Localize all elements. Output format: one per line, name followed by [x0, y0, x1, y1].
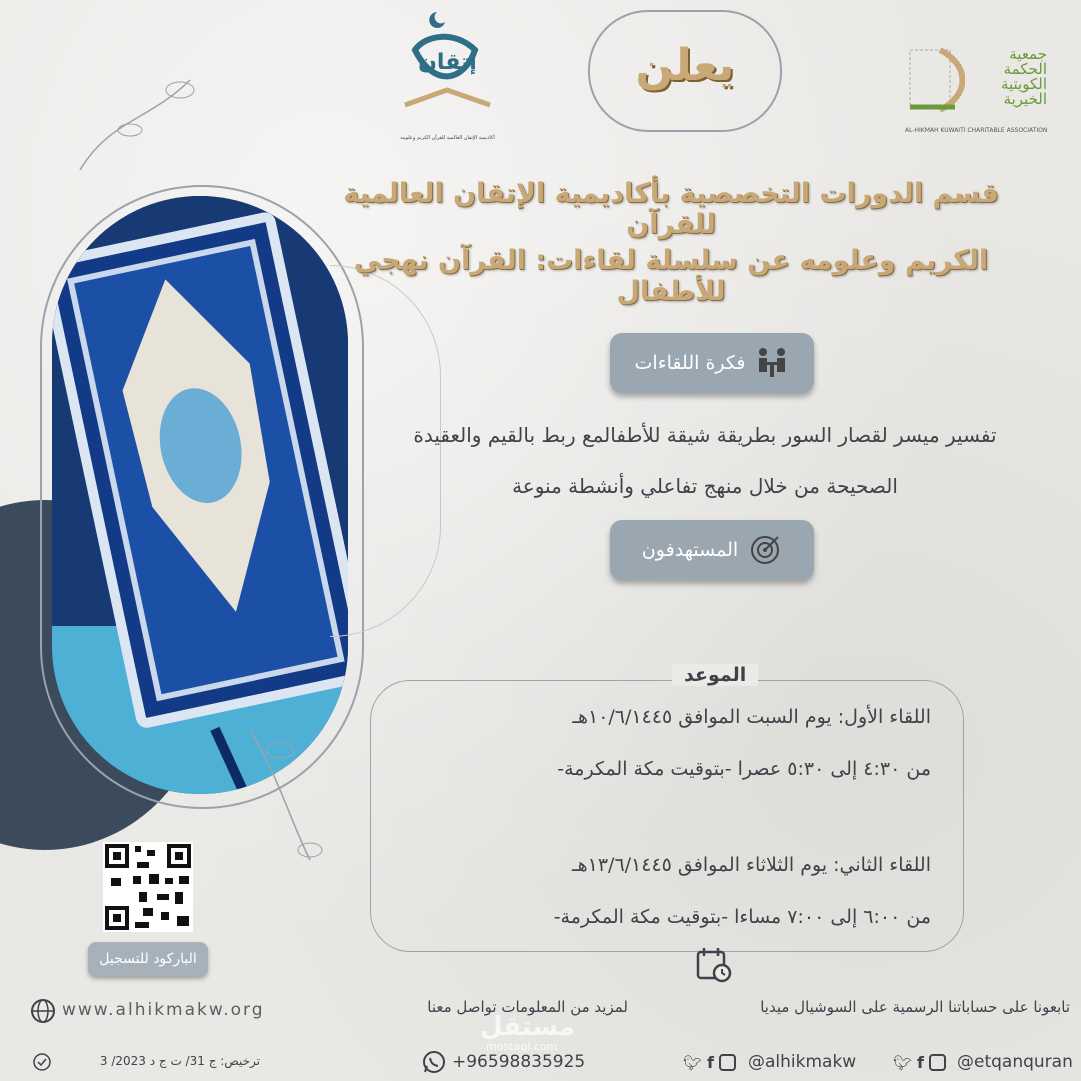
schedule-line: اللقاء الأول: يوم السبت الموافق ١٠/٦/١٤٤٥هـ	[572, 706, 931, 728]
floral-ornament-icon	[70, 60, 210, 180]
association-name-line: جمعية	[1009, 45, 1047, 63]
instagram-icon[interactable]	[719, 1054, 736, 1071]
watermark: مستقل	[480, 1012, 576, 1042]
academy-logo	[395, 10, 500, 150]
contact-note: لمزيد من المعلومات تواصل معنا	[427, 998, 628, 1016]
schedule-line: من ٦:٠٠ إلى ٧:٠٠ مساءا -بتوقيت مكة المكرمة-	[553, 906, 931, 928]
idea-badge	[610, 333, 814, 393]
academy-logo-title: إتقان	[418, 50, 477, 75]
target-badge	[610, 520, 814, 580]
globe-icon	[30, 998, 56, 1024]
announce-badge	[588, 10, 782, 132]
whatsapp-icon[interactable]	[422, 1050, 446, 1074]
website-link[interactable]: www.alhikmakw.org	[62, 1000, 265, 1020]
license-text: ترخيص: ج 31/ ت ج د 2023/ 3	[99, 1054, 260, 1068]
social-handle[interactable]: @etqanquran	[957, 1052, 1073, 1072]
title-line: الكريم وعلومه عن سلسلة لقاءات: القرآن نهجي للأطفال	[353, 245, 989, 307]
qr-register-label: الباركود للتسجيل	[88, 942, 208, 976]
twitter-icon[interactable]: 🐦︎	[893, 1053, 913, 1072]
association-emblem-icon	[905, 45, 965, 115]
instagram-icon[interactable]	[929, 1054, 946, 1071]
phone-number[interactable]: +96598835925	[452, 1052, 586, 1072]
target-label: المستهدفون	[641, 539, 739, 561]
title-line: قسم الدورات التخصصية بأكاديمية الإتقان العالمية للقرآن	[343, 178, 999, 240]
facebook-icon[interactable]: f	[917, 1053, 925, 1072]
academy-logo-caption: أكاديمية الإتقان العالمية للقرآن الكريم وعلومه	[400, 135, 495, 141]
schedule-line: من ٤:٣٠ إلى ٥:٣٠ عصرا -بتوقيت مكة المكرمة-	[557, 758, 931, 780]
calendar-clock-icon	[695, 946, 733, 984]
announce-word: يعلن	[635, 40, 735, 91]
idea-text-line: الصحيحة من خلال منهج تفاعلي وأنشطة منوعة	[512, 474, 898, 498]
association-logo	[905, 45, 1050, 140]
idea-text-line: تفسير ميسر لقصار السور بطريقة شيقة للأطفالمع ربط بالقيم والعقيدة	[413, 423, 997, 447]
association-name-line: الخيرية	[1003, 90, 1047, 108]
social-icons-group-two	[893, 1053, 946, 1072]
floral-ornament-icon	[240, 720, 340, 870]
association-name-line: الكويتية	[1000, 75, 1047, 93]
schedule-line: اللقاء الثاني: يوم الثلاثاء الموافق ١٣/٦/١٤٤٥هـ	[572, 854, 931, 876]
association-name-line: الحكمة	[1003, 60, 1047, 78]
social-handle[interactable]: @alhikmakw	[748, 1052, 857, 1072]
idea-label: فكرة اللقاءات	[634, 352, 746, 374]
meeting-icon	[755, 346, 789, 380]
social-icons-group-one	[683, 1053, 736, 1072]
watermark-url: mostaql.com	[486, 1040, 558, 1053]
decorative-arc	[330, 265, 441, 637]
association-name-en: AL-HIKMAH KUWAITI CHARITABLE ASSOCIATION	[905, 127, 1048, 134]
target-icon	[748, 533, 782, 567]
social-note: تابعونا على حساباتنا الرسمية على السوشيال ميديا	[760, 998, 1070, 1016]
schedule-heading: الموعد	[672, 664, 758, 686]
facebook-icon[interactable]: f	[707, 1053, 715, 1072]
registration-qr-code[interactable]	[103, 842, 193, 932]
verified-check-icon	[32, 1052, 52, 1072]
twitter-icon[interactable]: 🐦︎	[683, 1053, 703, 1072]
